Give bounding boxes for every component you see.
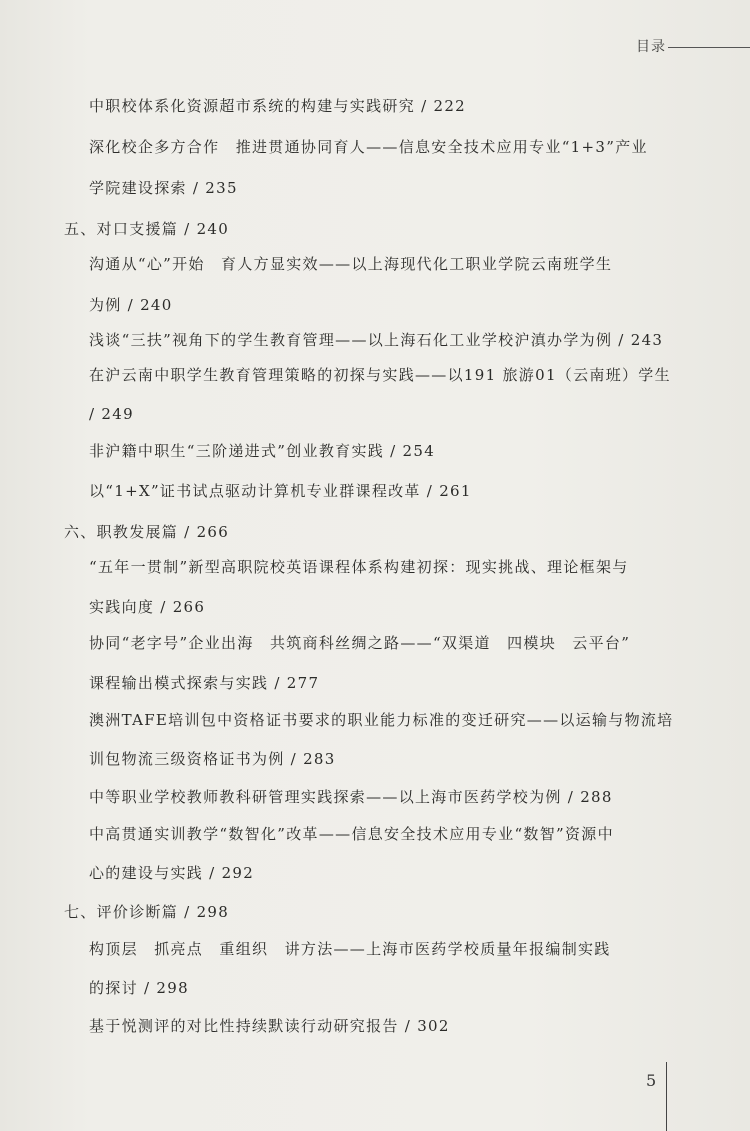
- toc-entry: 深化校企多方合作 推进贯通协同育人——信息安全技术应用专业“1+3”产业: [89, 138, 648, 156]
- toc-entry: 为例 / 240: [89, 296, 173, 314]
- toc-entry: 基于悦测评的对比性持续默读行动研究报告 / 302: [89, 1017, 450, 1035]
- toc-entry: 学院建设探索 / 235: [89, 179, 238, 197]
- toc-entry: 心的建设与实践 / 292: [89, 864, 255, 882]
- toc-entry: 以“1+X”证书试点驱动计算机专业群课程改革 / 261: [89, 482, 472, 500]
- toc-entry: / 249: [89, 405, 134, 423]
- toc-entry: 非沪籍中职生“三阶递进式”创业教育实践 / 254: [89, 442, 436, 460]
- toc-entry: 课程输出模式探索与实践 / 277: [89, 674, 320, 692]
- toc-entry: 在沪云南中职学生教育管理策略的初探与实践——以191 旅游01（云南班）学生: [89, 366, 671, 384]
- toc-entry: 的探讨 / 298: [89, 979, 189, 997]
- toc-section-heading: 五、对口支援篇 / 240: [64, 220, 230, 238]
- toc-section-heading: 七、评价诊断篇 / 298: [64, 903, 230, 921]
- page-number: 5: [646, 1071, 657, 1090]
- toc-entry: 训包物流三级资格证书为例 / 283: [89, 750, 336, 768]
- header-rule: [668, 47, 750, 48]
- toc-entry: 实践向度 / 266: [89, 598, 206, 616]
- toc-entry: “五年一贯制”新型高职院校英语课程体系构建初探：现实挑战、理论框架与: [89, 558, 629, 576]
- toc-entry: 沟通从“心”开始 育人方显实效——以上海现代化工职业学院云南班学生: [89, 255, 613, 273]
- toc-entry: 澳洲TAFE培训包中资格证书要求的职业能力标准的变迁研究——以运输与物流培: [89, 711, 674, 729]
- toc-entry: 中职校体系化资源超市系统的构建与实践研究 / 222: [89, 97, 467, 115]
- toc-entry: 浅谈“三扶”视角下的学生教育管理——以上海石化工业学校沪滇办学为例 / 243: [89, 331, 664, 349]
- running-header: 目录: [636, 39, 666, 55]
- toc-entry: 中高贯通实训教学“数智化”改革——信息安全技术应用专业“数智”资源中: [89, 825, 614, 843]
- toc-entry: 构顶层 抓亮点 重组织 讲方法——上海市医药学校质量年报编制实践: [89, 940, 611, 958]
- footer-rule: [666, 1062, 667, 1131]
- toc-section-heading: 六、职教发展篇 / 266: [64, 523, 230, 541]
- toc-entry: 协同“老字号”企业出海 共筑商科丝绸之路——“双渠道 四模块 云平台”: [89, 634, 631, 652]
- toc-entry: 中等职业学校教师教科研管理实践探索——以上海市医药学校为例 / 288: [89, 788, 613, 806]
